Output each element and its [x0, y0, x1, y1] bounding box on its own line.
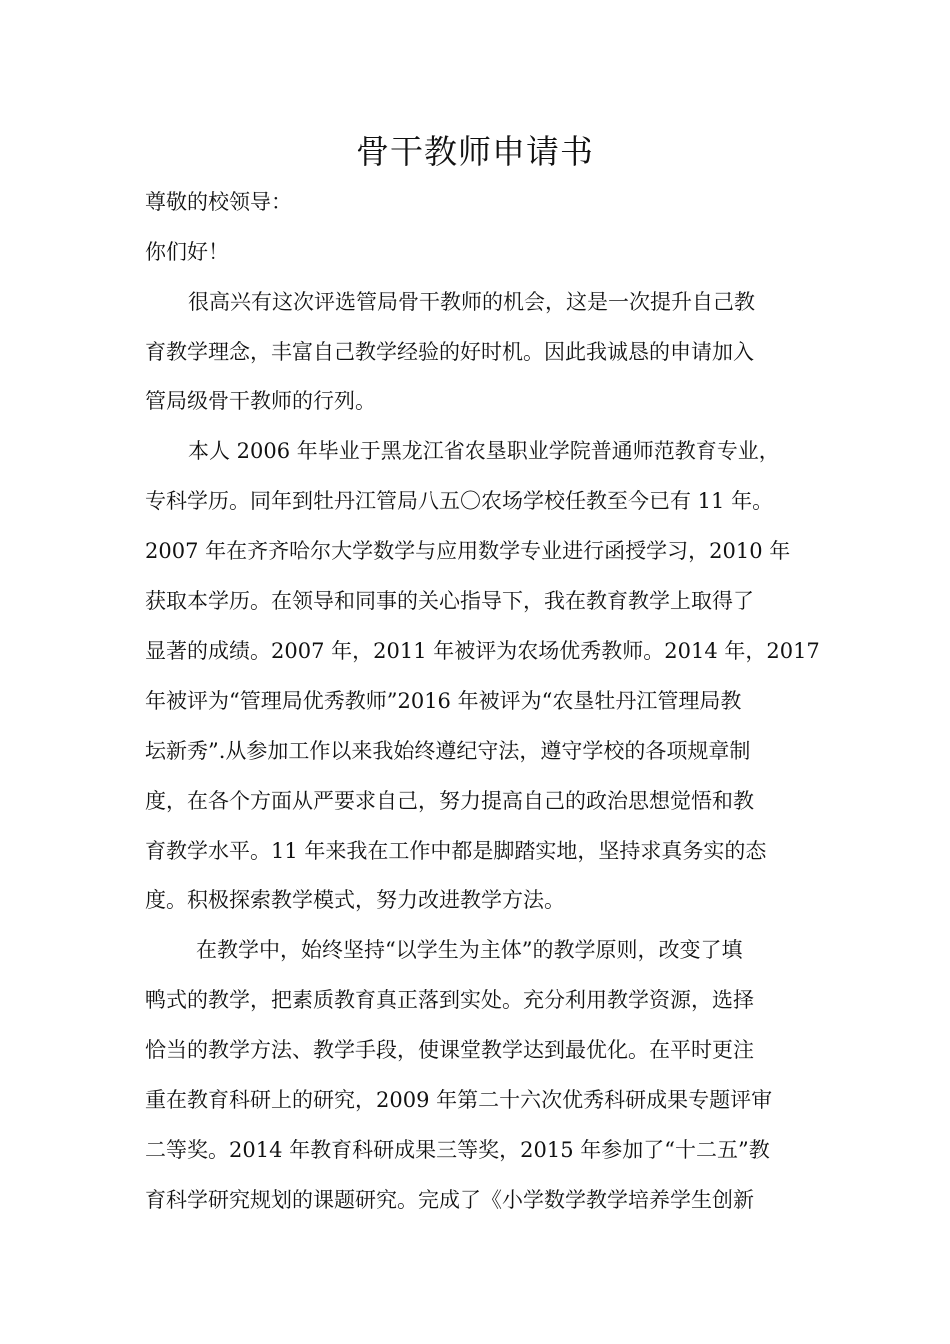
- paragraph-line: 本人 2006 年毕业于黑龙江省农垦职业学院普通师范教育专业，: [188, 439, 780, 463]
- paragraph-line: 育科学研究规划的课题研究。完成了《小学数学教学培养学生创新: [145, 1188, 754, 1212]
- document-title: 骨干教师申请书: [356, 132, 594, 171]
- paragraph-line: 管局级骨干教师的行列。: [145, 389, 376, 413]
- paragraph-line: 年被评为“管理局优秀教师”2016 年被评为“农垦牡丹江管理局教: [145, 689, 742, 713]
- paragraph-line: 专科学历。同年到牡丹江管局八五〇农场学校任教至今已有 11 年。: [145, 489, 774, 513]
- paragraph-line: 鸭式的教学，把素质教育真正落到实处。充分利用教学资源，选择: [145, 988, 754, 1012]
- paragraph-line: 2007 年在齐齐哈尔大学数学与应用数学专业进行函授学习，2010 年: [145, 539, 791, 563]
- paragraph-line: 很高兴有这次评选管局骨干教师的机会，这是一次提升自己教: [188, 290, 755, 314]
- paragraph-line: 显著的成绩。2007 年，2011 年被评为农场优秀教师。2014 年，2017: [145, 639, 820, 663]
- paragraph-line: 育教学理念，丰富自己教学经验的好时机。因此我诚恳的申请加入: [145, 340, 754, 364]
- salutation: 尊敬的校领导：: [145, 190, 292, 214]
- greeting: 你们好！: [145, 240, 229, 264]
- paragraph-line: 坛新秀”.从参加工作以来我始终遵纪守法，遵守学校的各项规章制: [145, 739, 751, 763]
- paragraph-line: 育教学水平。11 年来我在工作中都是脚踏实地，坚持求真务实的态: [145, 839, 767, 863]
- paragraph-line: 重在教育科研上的研究，2009 年第二十六次优秀科研成果专题评审: [145, 1088, 773, 1112]
- paragraph-line: 度。积极探索教学模式，努力改进教学方法。: [145, 888, 565, 912]
- paragraph-line: 获取本学历。在领导和同事的关心指导下，我在教育教学上取得了: [145, 589, 754, 613]
- paragraph-line: 在教学中，始终坚持“以学生为主体”的教学原则，改变了填: [196, 938, 743, 962]
- paragraph-line: 二等奖。2014 年教育科研成果三等奖，2015 年参加了“十二五”教: [145, 1138, 770, 1162]
- paragraph-line: 恰当的教学方法、教学手段，使课堂教学达到最优化。在平时更注: [145, 1038, 754, 1062]
- paragraph-line: 度，在各个方面从严要求自己，努力提高自己的政治思想觉悟和教: [145, 789, 754, 813]
